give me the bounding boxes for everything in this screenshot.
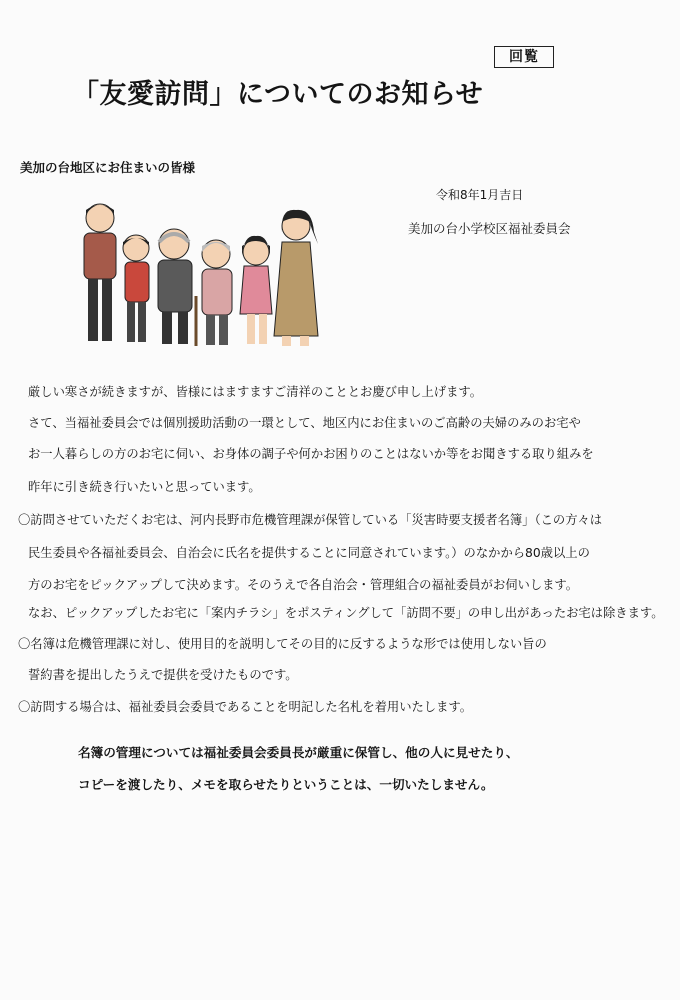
- boy-figure-icon: [123, 235, 149, 342]
- issue-date: 令和8年1月吉日: [436, 188, 524, 202]
- girl-figure-icon: [240, 236, 272, 344]
- privacy-note-line: コピーを渡したり、メモを取らせたりということは、一切いたしません。: [78, 777, 494, 792]
- body-line: 〇訪問させていただくお宅は、河内長野市危機管理課が保管している「災害時要支援者名簿」（この方々は: [18, 513, 603, 527]
- organization-name: 美加の台小学校区福祉委員会: [408, 221, 571, 236]
- body-line: 〇名簿は危機管理課に対し、使用目的を説明してその目的に反するような形では使用しない旨の: [18, 637, 547, 651]
- body-line: 民生委員や各福祉委員会、自治会に氏名を提供することに同意されています。）のなかから80歳以上の: [28, 546, 590, 560]
- circulation-badge: 回覧: [494, 46, 554, 68]
- body-line: 厳しい寒さが続きますが、皆様にはますますご清祥のこととお慶び申し上げます。: [28, 385, 483, 399]
- body-line: 誓約書を提出したうえで提供を受けたものです。: [28, 668, 298, 682]
- man-figure-icon: [84, 204, 116, 341]
- body-line: 方のお宅をピックアップして決めます。そのうえで各自治会・管理組合の福祉委員がお伺いします。: [28, 578, 579, 592]
- body-line: なお、ピックアップしたお宅に「案内チラシ」をポスティングして「訪問不要」の申し出があったお宅は除きます。: [28, 606, 664, 620]
- body-line: 〇訪問する場合は、福祉委員会委員であることを明記した名札を着用いたします。: [18, 700, 473, 714]
- family-group-illustration: [70, 196, 330, 356]
- body-line: お一人暮らしの方のお宅に伺い、お身体の調子や何かお困りのことはないか等をお聞きする取り組みを: [28, 447, 594, 461]
- privacy-note-line: 名簿の管理については福祉委員会委員長が厳重に保管し、他の人に見せたり、: [78, 745, 519, 760]
- body-line: さて、当福祉委員会では個別援助活動の一環として、地区内にお住まいのご高齢の夫婦のみのお宅や: [28, 416, 581, 430]
- mother-figure-icon: [274, 210, 318, 346]
- addressee: 美加の台地区にお住まいの皆様: [20, 160, 196, 175]
- grandfather-figure-icon: [158, 229, 196, 346]
- grandmother-figure-icon: [202, 240, 232, 345]
- body-line: 昨年に引き続き行いたいと思っています。: [28, 480, 261, 494]
- page-title: 「友愛訪問」についてのお知らせ: [72, 79, 484, 110]
